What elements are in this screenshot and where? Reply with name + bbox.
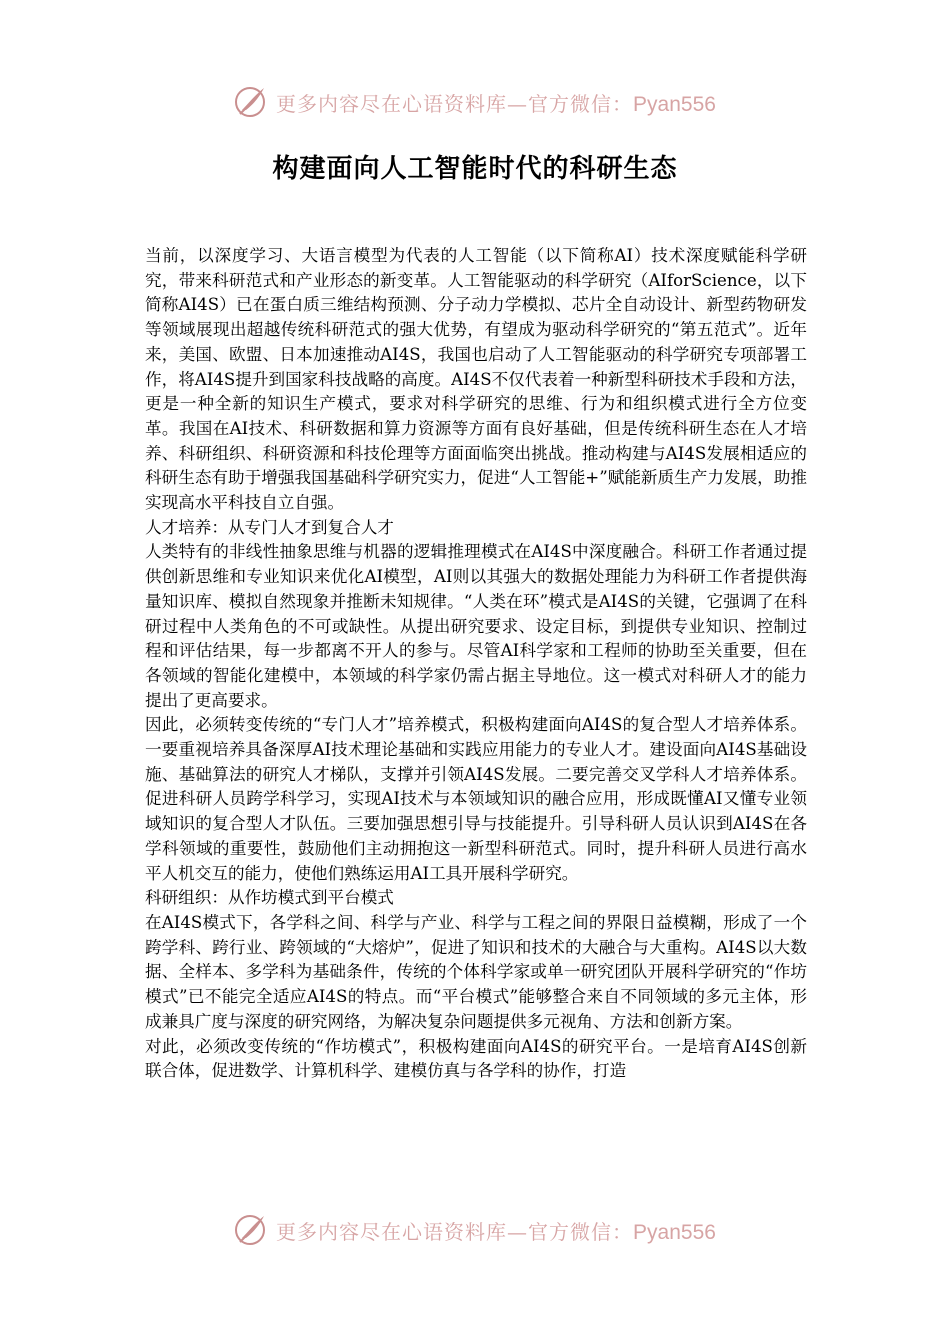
- section-heading: 科研组织：从作坊模式到平台模式: [145, 888, 394, 908]
- banner-wechat-id: Pyan556: [633, 1220, 716, 1244]
- feather-pen-logo-icon: [234, 1212, 270, 1248]
- banner-label: 更多内容尽在心语资料库—官方微信：: [276, 1219, 634, 1244]
- paragraph: 当前，以深度学习、大语言模型为代表的人工智能（以下简称AI）技术深度赋能科学研究，带来科研范式和产业形态的新变革。人工智能驱动的科学研究（AIforScience，以下简称AI4S）已在蛋白质三维结构预测、分子动力学模拟、芯片全自动设计、新型药物研发等领域展现出超越传统科研范式的强大优势，有望成为驱动科学研究的“第五范式”。近年来，美国、欧盟、日本加速推动AI4S，我国也启动了人工智能驱动的科学研究专项部署工作，将AI4S提升到国家科技战略的高度。AI4S不仅代表着一种新型科研技术手段和方法，更是一种全新的知识生产模式，要求对科学研究的思维、行为和组织模式进行全方位变革。我国在AI技术、科研数据和算力资源等方面有良好基础，但是传统科研生态在人才培养、科研组织、科研资源和科技伦理等方面面临突出挑战。推动构建与AI4S发展相适应的科研生态有助于增强我国基础科学研究实力，促进“人工智能+”赋能新质生产力发展，助推实现高水平科技自立自强。: [145, 246, 807, 513]
- header-banner: [0, 80, 950, 124]
- paragraph: 因此，必须转变传统的“专门人才”培养模式，积极构建面向AI4S的复合型人才培养体系。一要重视培养具备深厚AI技术理论基础和实践应用能力的专业人才。建设面向AI4S基础设施、基础算法的研究人才梯队，支撑并引领AI4S发展。二要完善交叉学科人才培养体系。促进科研人员跨学科学习，实现AI技术与本领域知识的融合应用，形成既懂AI又懂专业领域知识的复合型人才队伍。三要加强思想引导与技能提升。引导科研人员认识到AI4S在各学科领域的重要性，鼓励他们主动拥抱这一新型科研范式。同时，提升科研人员进行高水平人机交互的能力，使他们熟练运用AI工具开展科学研究。: [145, 715, 807, 883]
- banner-text: [276, 88, 716, 117]
- document-title: 构建面向人工智能时代的科研生态: [272, 154, 678, 184]
- paragraph: 对此，必须改变传统的“作坊模式”，积极构建面向AI4S的研究平台。一是培育AI4S创新联合体，促进数学、计算机科学、建模仿真与各学科的协作，打造: [145, 1036, 807, 1081]
- banner-label: 更多内容尽在心语资料库—官方微信：: [276, 91, 634, 116]
- banner-wechat-id: Pyan556: [633, 92, 716, 116]
- document-body: [145, 244, 807, 1084]
- section-heading: 人才培养：从专门人才到复合人才: [145, 517, 394, 537]
- footer-banner: [0, 1208, 950, 1252]
- banner-text: [276, 1216, 716, 1245]
- paragraph: 人类特有的非线性抽象思维与机器的逻辑推理模式在AI4S中深度融合。科研工作者通过提供创新思维和专业知识来优化AI模型，AI则以其强大的数据处理能力为科研工作者提供海量知识库、模拟自然现象并推断未知规律。“人类在环”模式是AI4S的关键，它强调了在科研过程中人类角色的不可或缺性。从提出研究要求、设定目标，到提供专业知识、控制过程和评估结果，每一步都离不开人的参与。尽管AI科学家和工程师的协助至关重要，但在各领域的智能化建模中，本领域的科学家仍需占据主导地位。这一模式对科研人才的能力提出了更高要求。: [145, 542, 807, 710]
- paragraph: 在AI4S模式下，各学科之间、科学与产业、科学与工程之间的界限日益模糊，形成了一个跨学科、跨行业、跨领域的“大熔炉”，促进了知识和技术的大融合与大重构。AI4S以大数据、全样本、多学科为基础条件，传统的个体科学家或单一研究团队开展科学研究的“作坊模式”已不能完全适应AI4S的特点。而“平台模式”能够整合来自不同领域的多元主体，形成兼具广度与深度的研究网络，为解决复杂问题提供多元视角、方法和创新方案。: [145, 912, 807, 1031]
- feather-pen-logo-icon: [234, 84, 270, 120]
